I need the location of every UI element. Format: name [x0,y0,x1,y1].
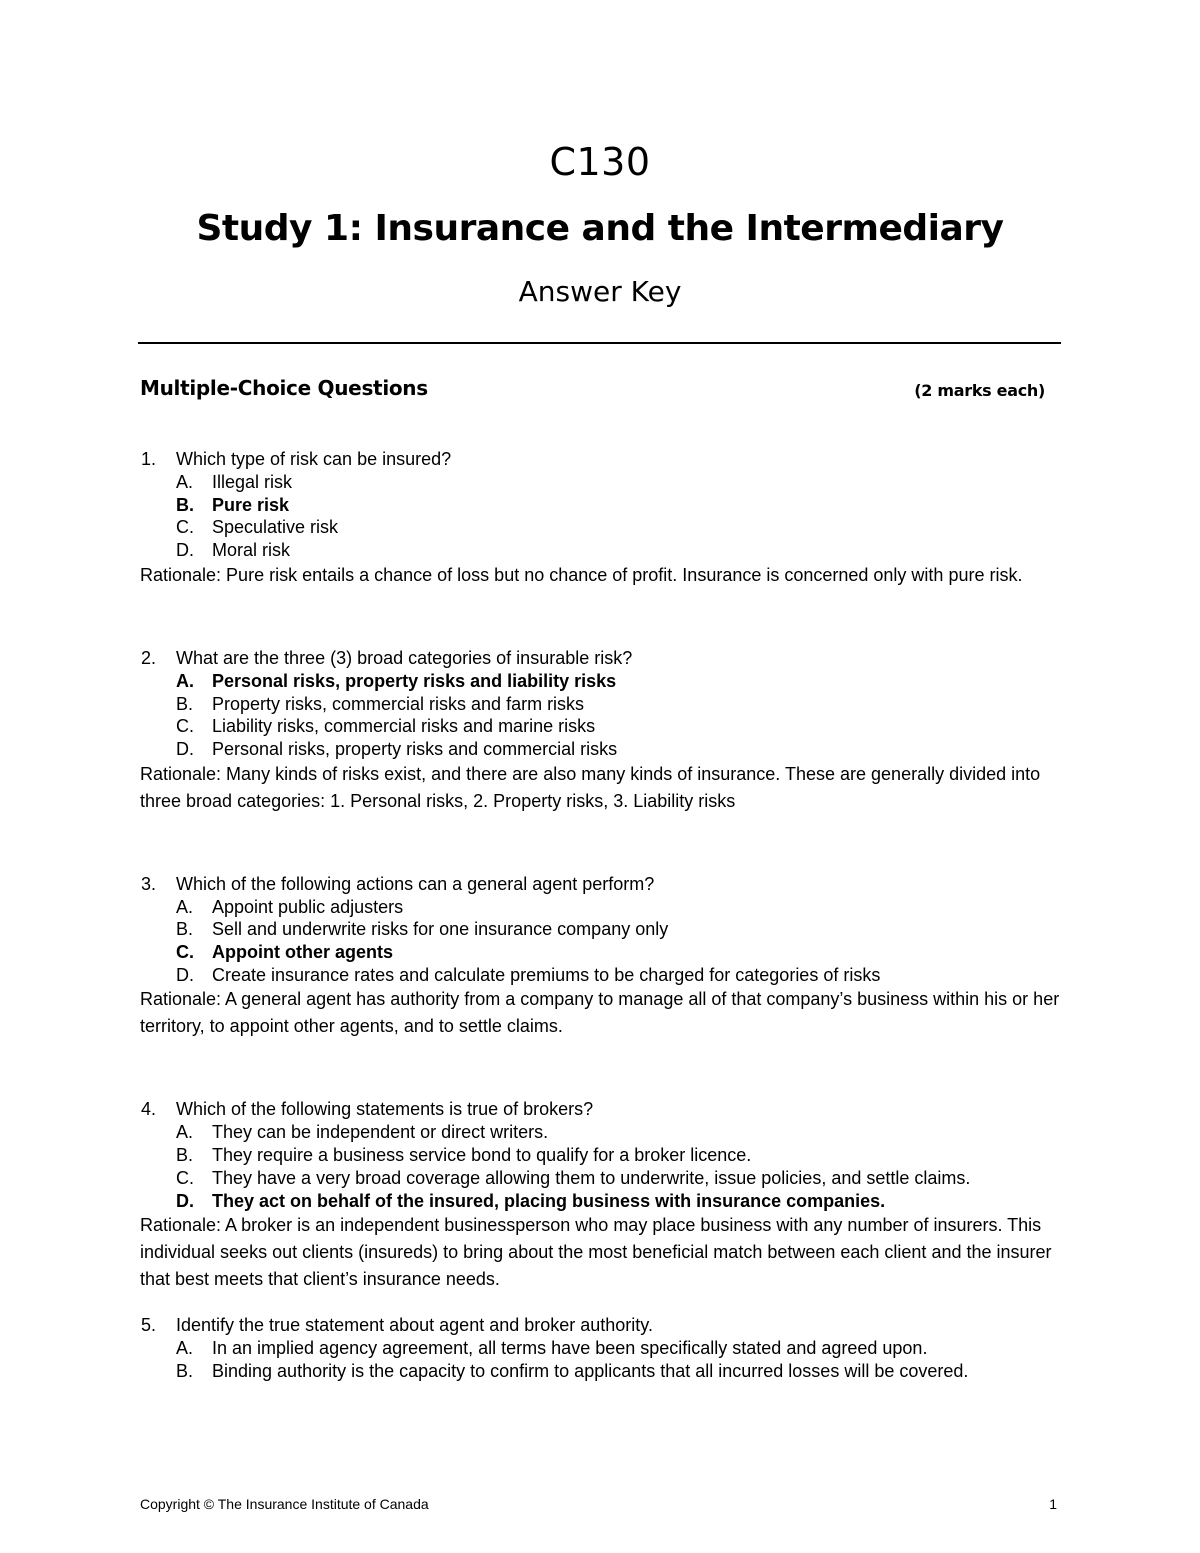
question-5 [140,1314,1060,1382]
course-code: C130 [549,140,651,184]
question-number: 3. [141,873,157,894]
section-marks: (2 marks each) [914,381,1045,400]
question-1-stem [140,448,1060,471]
option [140,1167,1060,1190]
question-3 [140,873,1060,1041]
option-letter: B. [176,494,194,515]
option-text: Property risks, commercial risks and farm risks [212,693,585,714]
option-letter: B. [176,693,194,714]
question-number: 4. [141,1099,157,1120]
option-text: Illegal risk [212,472,293,492]
footer-copyright: Copyright © The Insurance Institute of Canada [140,1496,429,1512]
option-letter: B. [176,1360,194,1381]
option-letter: A. [176,1338,194,1359]
question-3-stem [140,873,1060,896]
option-letter: C. [176,942,194,963]
option-text: Pure risk [212,494,290,515]
rationale: Rationale: A broker is an independent businessperson who may place business with any number of insurers. This individual seeks out clients (insureds) to bring about the most beneficial match between each client and the insurer that best meets that client’s insurance needs. [140,1215,1052,1290]
question-2-options [140,670,1060,761]
question-number: 1. [141,449,157,469]
option-letter: C. [176,1167,194,1188]
option-text: They act on behalf of the insured, placing business with insurance companies. [212,1190,886,1211]
option [140,738,1060,761]
option-letter: D. [176,964,194,985]
option [140,1337,1060,1360]
study-title: Study 1: Insurance and the Intermediary [196,208,1004,249]
option-letter: A. [176,670,194,691]
option [140,715,1060,738]
option [140,1121,1060,1144]
question-5-options [140,1337,1060,1382]
question-5-stem [140,1314,1060,1337]
option-correct [140,670,1060,693]
page-number: 1 [1049,1496,1057,1512]
option-letter: D. [176,1190,194,1211]
question-list [140,448,1060,1383]
option [140,471,1060,494]
option-letter: C. [176,517,194,538]
question-text: Identify the true statement about agent and broker authority. [176,1315,653,1336]
option-correct [140,494,1060,517]
option-correct [140,941,1060,964]
option-text: Moral risk [212,540,291,561]
option-letter: B. [176,919,194,940]
option-correct [140,1190,1060,1213]
option-letter: A. [176,896,194,917]
question-2-stem [140,647,1060,670]
rationale: Rationale: Many kinds of risks exist, and there are also many kinds of insurance. These are generally divided into three broad categories: 1. Personal risks, 2. Property risks, 3. Liability risks [140,763,1041,811]
question-1 [140,448,1060,589]
question-number: 2. [141,647,157,668]
option [140,539,1060,562]
question-4-stem [140,1098,1060,1121]
option-letter: C. [176,716,194,737]
question-text: Which of the following statements is true of brokers? [176,1099,594,1120]
option-text: Sell and underwrite risks for one insurance company only [212,919,669,940]
rationale: Rationale: A general agent has authority from a company to manage all of that company’s business within his or her territory, to appoint other agents, and to settle claims. [140,989,1060,1037]
option-text: In an implied agency agreement, all terms have been specifically stated and agreed upon. [212,1338,928,1359]
option-letter: D. [176,540,194,561]
option-letter: A. [176,1122,194,1143]
option [140,1360,1060,1383]
option-text: Appoint public adjusters [212,896,404,917]
question-1-options [140,471,1060,562]
option-letter: D. [176,738,194,759]
section-title: Multiple-Choice Questions [140,376,428,400]
header-divider [138,342,1061,344]
option [140,1144,1060,1167]
option [140,896,1060,919]
question-4-options [140,1121,1060,1212]
option-letter: A. [176,472,194,492]
section-header [140,376,1045,400]
option-text: Appoint other agents [212,942,393,963]
option-text: They require a business service bond to qualify for a broker licence. [212,1145,752,1166]
option [140,964,1060,987]
question-text: What are the three (3) broad categories of insurable risk? [176,647,633,668]
answer-key-subtitle: Answer Key [518,275,682,308]
option [140,918,1060,941]
option [140,516,1060,539]
rationale: Rationale: Pure risk entails a chance of loss but no chance of profit. Insurance is concerned only with pure risk. [140,564,1023,585]
question-2 [140,647,1060,815]
question-number: 5. [141,1315,157,1336]
option-text: Speculative risk [212,517,339,538]
option-text: Liability risks, commercial risks and marine risks [212,716,596,737]
option [140,693,1060,716]
option-text: Binding authority is the capacity to confirm to applicants that all incurred losses will be covered. [212,1360,969,1381]
option-text: Personal risks, property risks and commercial risks [212,738,618,759]
option-text: Create insurance rates and calculate premiums to be charged for categories of risks [212,964,881,985]
option-text: They have a very broad coverage allowing them to underwrite, issue policies, and settle claims. [212,1167,971,1188]
option-text: They can be independent or direct writers. [212,1122,549,1143]
question-4 [140,1098,1060,1293]
option-letter: B. [176,1145,194,1166]
question-3-options [140,896,1060,987]
question-text: Which of the following actions can a general agent perform? [176,873,655,894]
question-text: Which type of risk can be insured? [176,449,452,469]
option-text: Personal risks, property risks and liability risks [212,670,617,691]
